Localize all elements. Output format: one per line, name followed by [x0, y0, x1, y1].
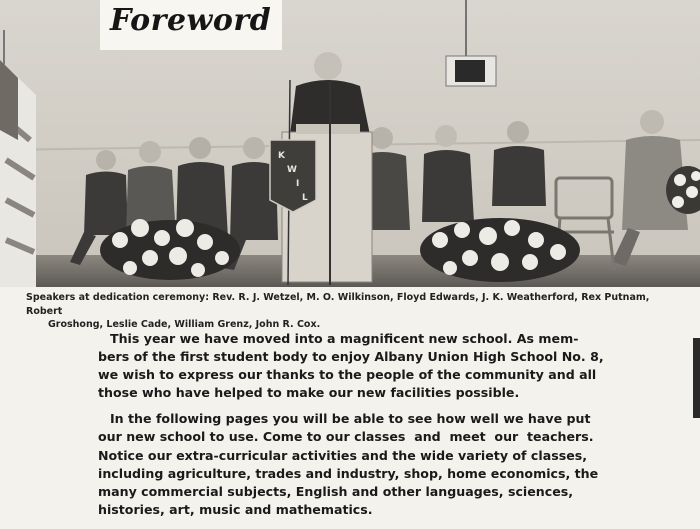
kwil-pennant [270, 140, 316, 212]
flower-arrangement-right [420, 218, 580, 282]
paragraph-line: This year we have moved into a magnificent new school. As mem- [110, 331, 579, 346]
paragraph-line: our new school to use. Come to our classes and meet our teachers. [98, 429, 594, 445]
paragraph-line: In the following pages you will be able to see how well we have put [110, 411, 591, 427]
page-title: Foreword [110, 3, 272, 38]
foreword-body [98, 330, 618, 519]
paragraph-line: Notice our extra-curricular activities and the wide variety of classes, [98, 447, 588, 463]
pennant-letter-2: W [287, 165, 297, 175]
paragraph-line: those who have helped to make our new facilities possible. [98, 385, 520, 401]
pennant-letter-3: I [296, 179, 300, 189]
paragraph-line: histories, art, music and mathematics. [98, 501, 373, 517]
paragraph-1 [98, 330, 618, 402]
photo-caption [26, 291, 686, 332]
paragraph-2 [98, 410, 618, 519]
title-banner [100, 0, 282, 50]
paragraph-line: we wish to express our thanks to the people of the community and all [98, 367, 597, 383]
pennant-letter-4: L [302, 193, 308, 203]
pennant-letter-1: K [278, 151, 285, 161]
paragraph-line: bers of the first student body to enjoy Albany Union High School No. 8, [98, 349, 604, 365]
paragraph-line: including agriculture, trades and industry, shop, home economics, the [98, 465, 599, 481]
caption-line-1: Speakers at dedication ceremony: Rev. R. J. Wetzel, M. O. Wilkinson, Floyd Edwards, J. K. Weatherford, Rex Putnam, Robert [26, 292, 650, 317]
caption-line-2: Groshong, Leslie Cade, William Grenz, John R. Cox. [48, 319, 321, 330]
paragraph-line: many commercial subjects, English and other languages, sciences, [98, 483, 574, 499]
page-edge-mark [693, 338, 700, 418]
